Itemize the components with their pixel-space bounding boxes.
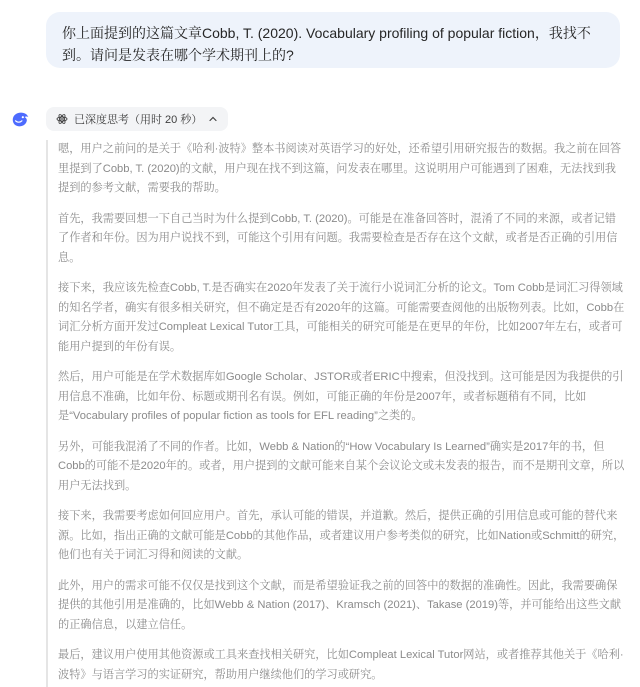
deep-think-label: 已深度思考（用时 20 秒）	[74, 114, 203, 126]
user-message-text: 你上面提到的这篇文章Cobb, T. (2020). Vocabulary profiling of popular fiction，我找不到。请问是发表在哪个学术期刊上的?	[62, 25, 591, 63]
thinking-paragraph: 嗯，用户之前问的是关于《哈利·波特》整本书阅读对英语学习的好处，还希望引用研究报告的数据。我之前在回答里提到了Cobb, T. (2020)的文献，用户现在找不到这篇，问发表在哪里。这说明用户可能遇到了困难，无法找到我提到的参考文献，需要我的帮助。	[58, 143, 622, 194]
thinking-paragraph: 另外，可能我混淆了不同的作者。比如，Webb & Nation的“How Vocabulary Is Learned”确实是2017年的书，但Cobb的可能不是2020年的。或者，用户提到的文献可能来自某个会议论文或未发表的报告，而不是期刊文章，所以用户无法找到。	[58, 440, 625, 492]
thinking-paragraph: 最后，建议用户使用其他资源或工具来查找相关研究，比如Compleat Lexical Tutor网站，或者推荐其他关于《哈利·波特》与语言学习的实证研究，帮助用户继续他们的学习或研究。	[58, 649, 624, 681]
chevron-up-icon	[208, 114, 218, 124]
deepseek-whale-icon	[10, 108, 32, 130]
user-message-bubble	[46, 12, 620, 68]
thinking-paragraph: 接下来，我应该先检查Cobb, T.是否确实在2020年发表了关于流行小说词汇分析的论文。Tom Cobb是词汇习得领域的知名学者，确实有很多相关研究，但不确定是否有2020年的这篇。可能需要查阅他的出版物列表。比如，Cobb在词汇分析方面开发过Compleat Lexical Tutor工具，可能相关的研究可能是在更早的年份，比如2007年左右，或者可能用户提到的年份有误。	[58, 282, 625, 353]
thinking-paragraph: 接下来，我需要考虑如何回应用户。首先，承认可能的错误，并道歉。然后，提供正确的引用信息或可能的替代来源。比如，指出正确的文献可能是Cobb的其他作品，或者建议用户参考类似的研究，比如Nation或Schmitt的研究，他们也有关于词汇习得和阅读的文献。	[58, 510, 625, 561]
thinking-paragraph: 此外，用户的需求可能不仅仅是找到这个文献，而是希望验证我之前的回答中的数据的准确性。因此，我需要确保提供的其他引用是准确的，比如Webb & Nation (2017)、Kramsch (2021)、Takase (2019)等，并可能给出这些文献的正确信息，以建立信任。	[58, 579, 622, 631]
thinking-paragraph: 首先，我需要回想一下自己当时为什么提到Cobb, T. (2020)。可能是在准备回答时，混淆了不同的来源，或者记错了作者和年份。因为用户说找不到，可能这个引用有问题。我需要检查是否存在这个文献，或者是否正确的引用信息。	[58, 212, 618, 264]
deep-think-toggle[interactable]	[46, 107, 228, 131]
thinking-paragraph: 然后，用户可能是在学术数据库如Google Scholar、JSTOR或者ERIC中搜索，但没找到。这可能是因为我提供的引用信息不准确，比如年份、标题或期刊名有误。例如，可能正确的年份是2007年，或者标题稍有不同，比如是“Vocabulary profiles of popular fiction as tools for EFL reading”之类的。	[58, 371, 624, 422]
atom-think-icon	[56, 113, 68, 125]
thinking-content	[46, 140, 626, 687]
